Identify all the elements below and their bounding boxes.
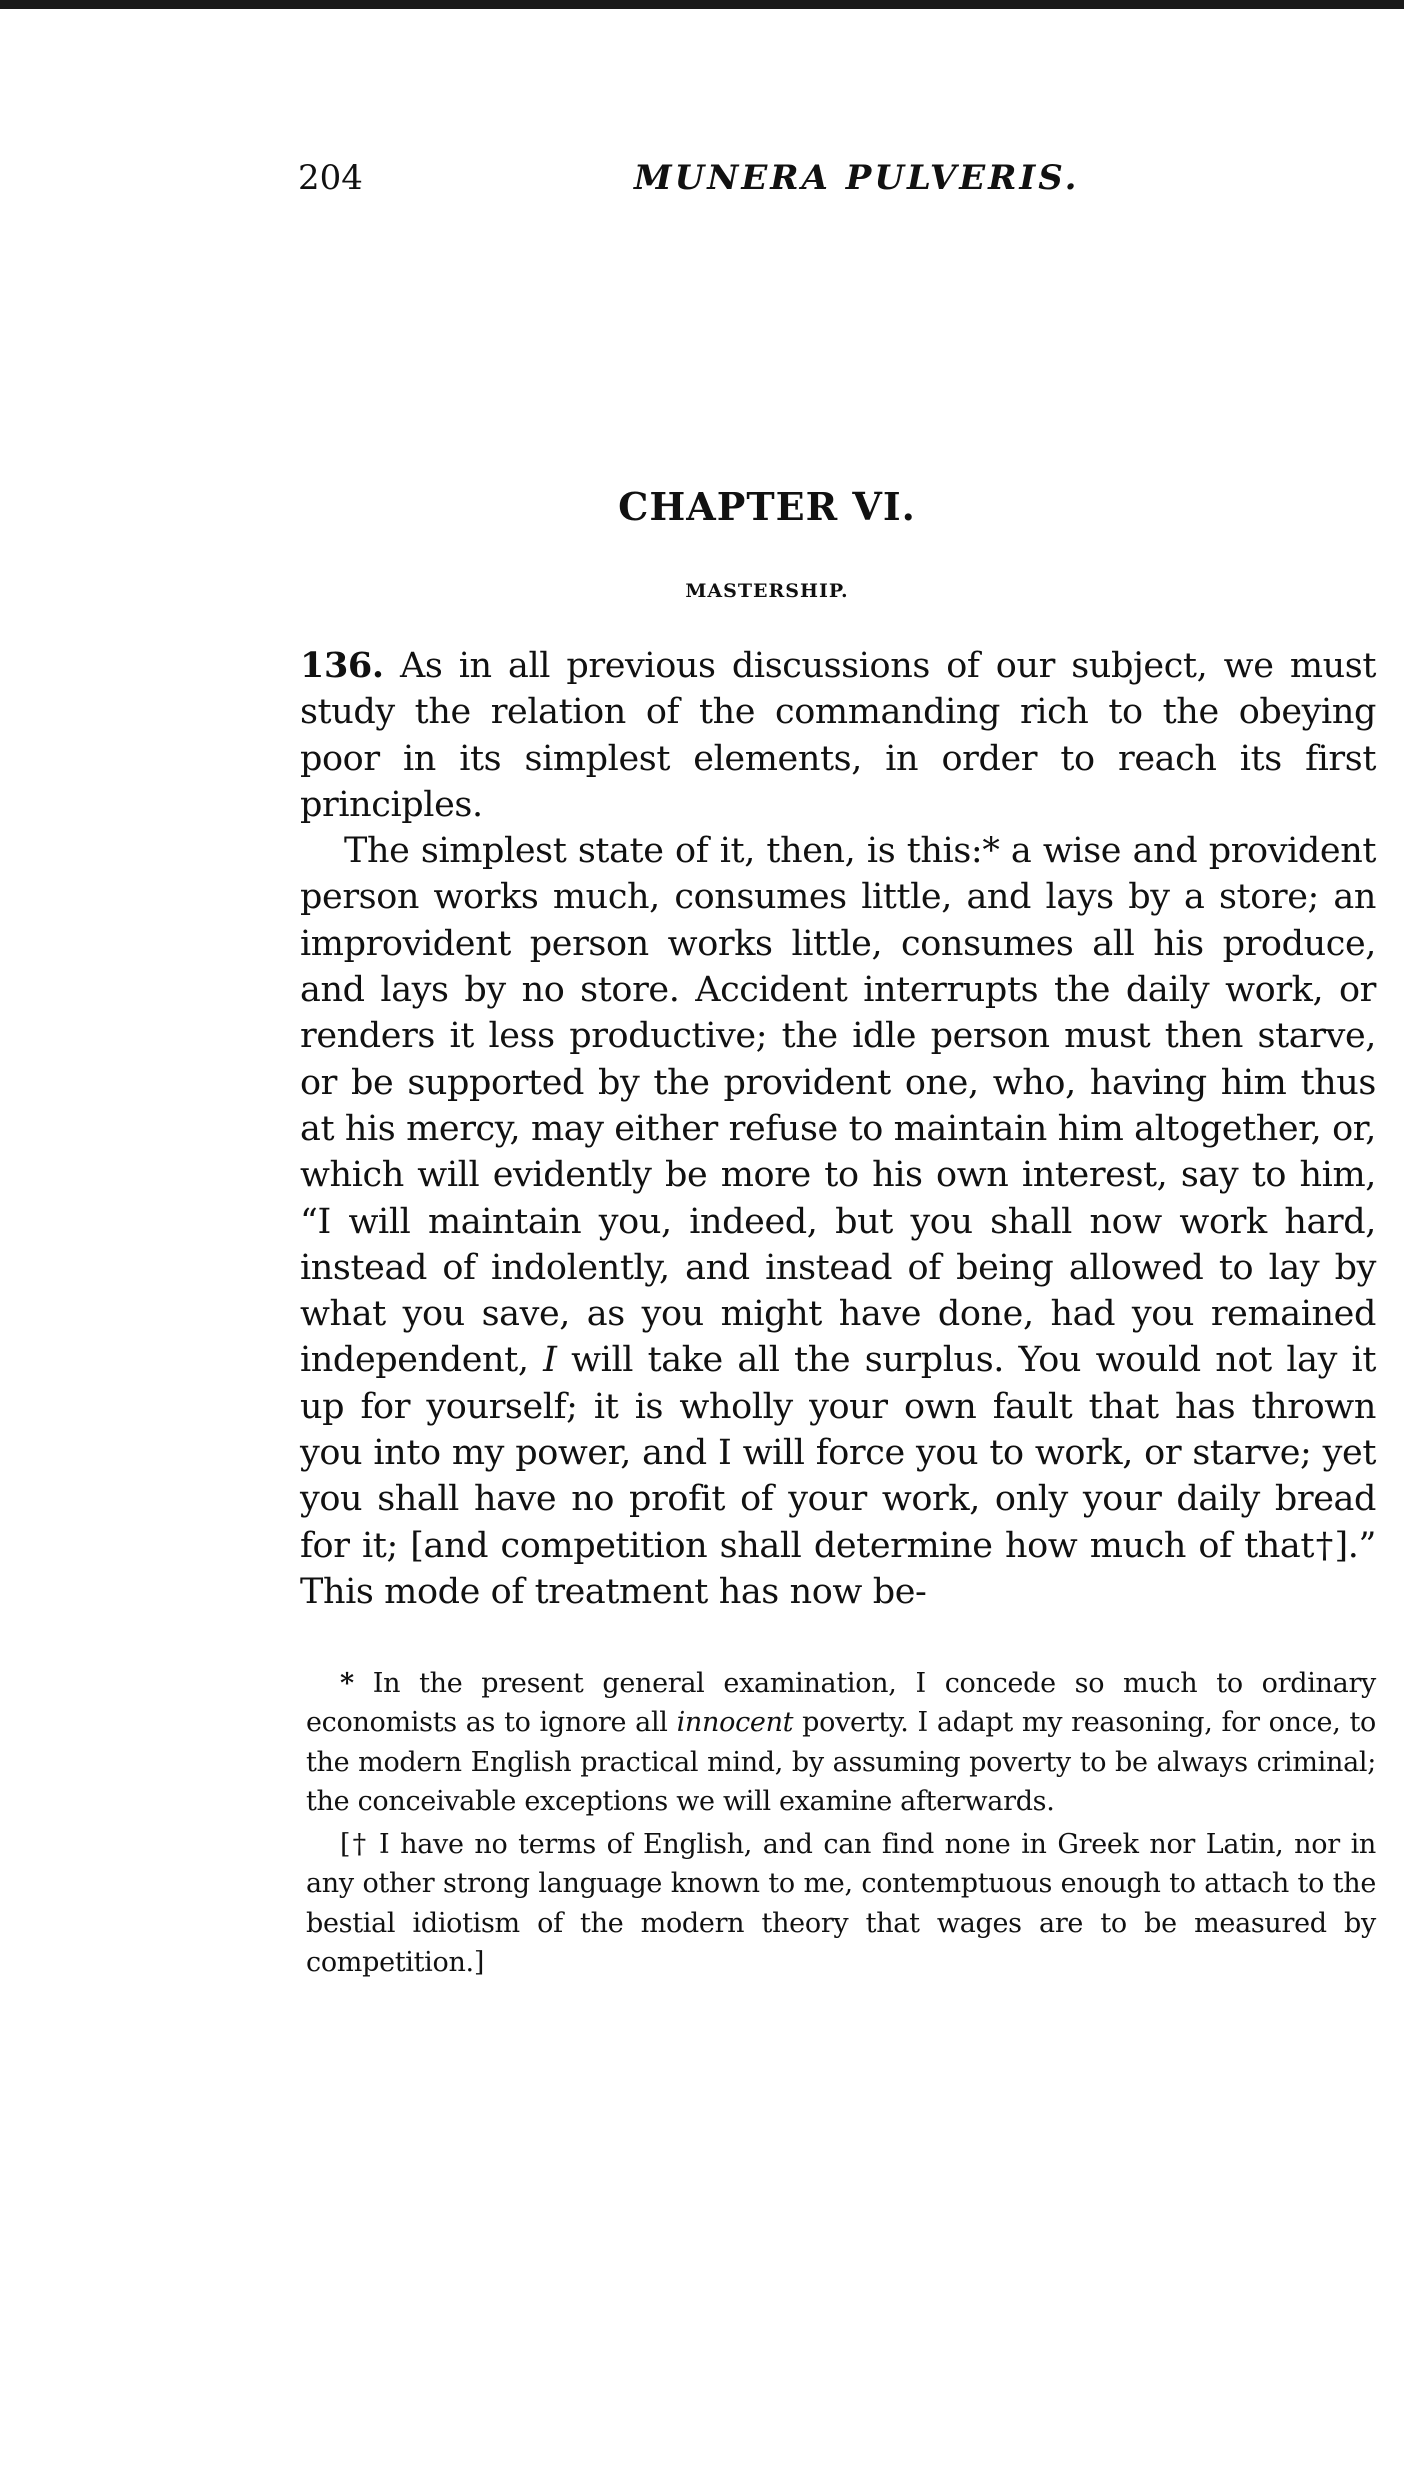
paragraph-2-text-b: will take all the surplus. You would not lay it up for yourself; it is wholly your own fault that has thrown you into my power, and I will force you to work, or starve; yet you shall have no profit of your work, only your daily bread for it; [and competition shall determine how much of that†].” This mode of treatment has now be- xyxy=(300,1340,1376,1612)
running-header xyxy=(298,158,1382,208)
emphasis-i: I xyxy=(543,1340,557,1381)
page-number: 204 xyxy=(298,158,363,198)
footnote-1 xyxy=(306,1664,1376,1821)
chapter-heading: CHAPTER VI. xyxy=(618,484,916,529)
footnote-1-text-a: In the present general examination, I concede so much to ordinary economists as to ignore all xyxy=(306,1668,1376,1739)
paragraph-2 xyxy=(300,828,1376,1615)
paragraph-136 xyxy=(300,643,1376,828)
paragraph-number: 136. xyxy=(300,645,384,686)
body-text xyxy=(300,643,1376,1615)
paragraph-136-text: As in all previous discussions of our subject, we must study the relation of the commanding rich to the obeying poor in its simplest elements, in order to reach its first principles. xyxy=(300,646,1376,825)
footnote-marker-asterisk: * xyxy=(982,831,1000,872)
scan-top-edge xyxy=(0,0,1404,9)
footnote-2 xyxy=(306,1825,1376,1982)
running-title: MUNERA PULVERIS. xyxy=(634,158,1080,198)
footnote-2-text: [† I have no terms of English, and can find none in Greek nor Latin, nor in any other strong language known to me, contemptuous enough to attach to the bestial idiotism of the modern theory that wages are to be measured by competition.] xyxy=(306,1829,1376,1979)
paragraph-2-text-a: a wise and provident person works much, consumes little, and lays by a store; an improvident person works little, consumes all his produce, and lays by no store. Accident interrupts the daily work, or renders it less productive; the idle person must then starve, or be supported by the provident one, who, having him thus at his mercy, may either refuse to maintain him altogether, or, which will evidently be more to his own interest, say to him, “I will maintain you, indeed, but you shall now work hard, instead of indolently, and instead of being allowed to lay by what you save, as you might have done, had you remained independent, xyxy=(300,831,1376,1381)
footnote-1-marker: * xyxy=(340,1668,354,1699)
footnotes xyxy=(306,1664,1376,1982)
footnote-1-text-b: poverty. I adapt my reasoning, for once, to the modern English practical mind, by assuming poverty to be always criminal; the conceivable exceptions we will examine afterwards. xyxy=(306,1707,1376,1817)
footnote-1-emphasis: innocent xyxy=(676,1707,794,1739)
paragraph-2-lead: The simplest state of it, then, is this: xyxy=(344,831,983,872)
section-title: MASTERSHIP. xyxy=(685,580,849,602)
